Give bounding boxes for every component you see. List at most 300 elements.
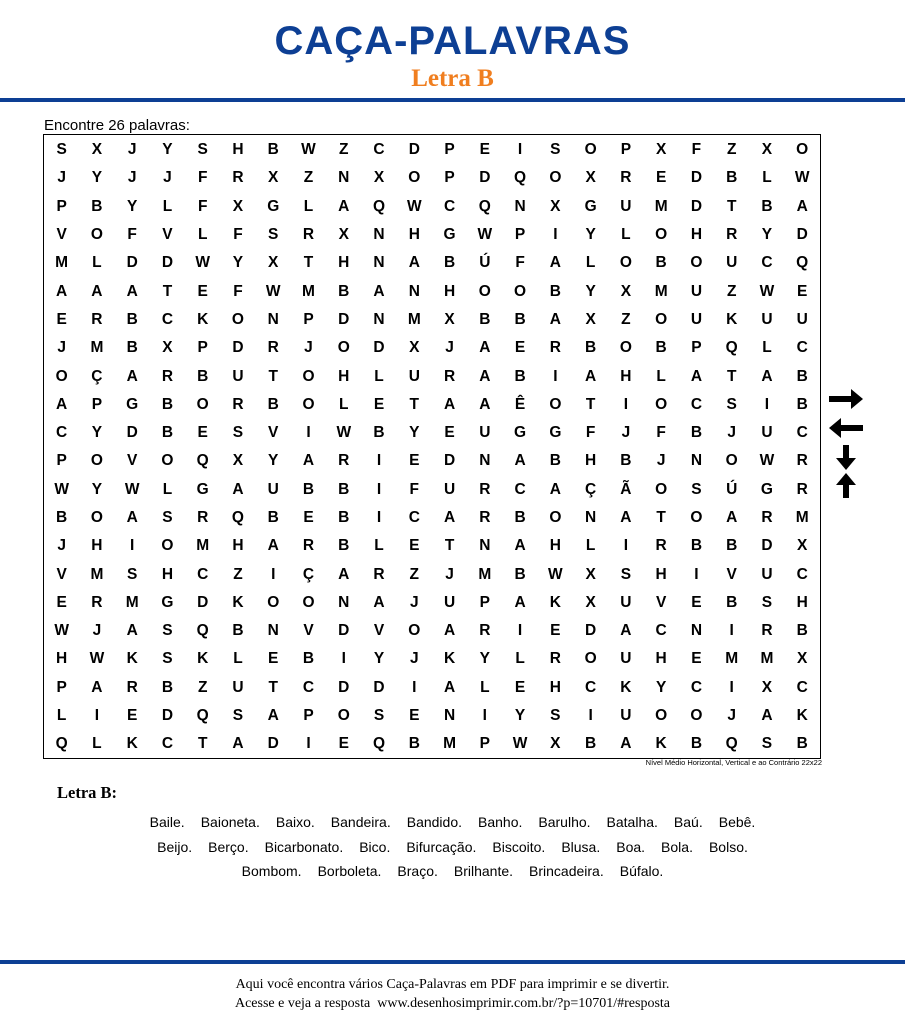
- grid-cell: E: [514, 678, 526, 696]
- grid-cell: C: [690, 678, 703, 696]
- grid-cell: X: [373, 169, 385, 187]
- grid-cell: I: [376, 509, 382, 526]
- grid-cell: B: [796, 622, 808, 640]
- grid-cell: L: [56, 707, 67, 725]
- grid-cell: Z: [409, 565, 420, 583]
- grid-cell: N: [585, 509, 597, 526]
- grid-cell: I: [623, 537, 629, 555]
- grid-cell: A: [796, 197, 808, 215]
- grid-cell: H: [232, 141, 244, 159]
- grid-cell: O: [337, 707, 350, 725]
- grid-cell: X: [444, 310, 455, 328]
- grid-cell: M: [407, 310, 421, 328]
- grid-cell: W: [759, 282, 775, 300]
- grid-cell: J: [621, 424, 631, 442]
- grid-cell: W: [336, 424, 352, 442]
- grid-cell: J: [57, 537, 66, 555]
- grid-cell: M: [196, 537, 210, 555]
- grid-row: [44, 476, 820, 504]
- grid-cell: B: [761, 197, 773, 215]
- grid-cell: C: [408, 509, 420, 526]
- grid-cell: B: [161, 424, 174, 442]
- grid-cell: Y: [585, 282, 596, 300]
- grid-cell: A: [620, 735, 632, 753]
- grid-cell: L: [92, 735, 102, 753]
- grid-cell: B: [796, 735, 808, 753]
- grid-cell: A: [302, 452, 315, 470]
- grid-cell: A: [56, 395, 68, 413]
- grid-cell: Y: [268, 452, 279, 470]
- word-item: Baixo.: [275, 814, 315, 831]
- footer: [0, 975, 905, 1013]
- grid-cell: K: [796, 707, 808, 725]
- page-subtitle: Letra B: [411, 65, 494, 92]
- grid-row: [44, 560, 820, 588]
- grid-cell: O: [90, 226, 103, 244]
- grid-cell: W: [301, 141, 316, 159]
- grid-cell: N: [408, 282, 420, 300]
- grid-cell: P: [56, 678, 67, 696]
- grid-cell: M: [125, 593, 139, 611]
- grid-cell: O: [267, 593, 280, 611]
- grid-cell: M: [302, 282, 315, 300]
- grid-cell: N: [338, 169, 350, 187]
- grid-cell: P: [56, 197, 67, 215]
- word-item: Beijo.: [157, 838, 193, 855]
- grid-cell: C: [655, 622, 667, 640]
- grid-cell: J: [127, 169, 137, 187]
- grid-cell: S: [197, 141, 208, 159]
- grid-row: [44, 730, 820, 758]
- grid-cell: J: [656, 452, 666, 470]
- grid-cell: J: [304, 339, 313, 357]
- grid-cell: A: [443, 395, 456, 413]
- grid-cell: R: [161, 367, 174, 385]
- grid-cell: Ç: [585, 480, 597, 498]
- grid-cell: B: [585, 339, 597, 357]
- grid-cell: D: [373, 339, 385, 357]
- grid-cell: U: [726, 254, 738, 272]
- grid-cell: H: [549, 537, 561, 555]
- grid-cell: S: [550, 141, 561, 159]
- grid-cell: J: [445, 339, 454, 357]
- grid-cell: O: [514, 282, 527, 300]
- grid-row: [44, 306, 820, 334]
- grid-cell: B: [690, 424, 703, 442]
- grid-cell: X: [550, 735, 561, 753]
- grid-cell: W: [89, 650, 105, 668]
- word-item: Blusa.: [561, 838, 601, 855]
- grid-cell: I: [517, 141, 523, 159]
- grid-cell: A: [620, 509, 632, 526]
- bottom-divider: [0, 960, 905, 964]
- grid-cell: D: [443, 452, 456, 470]
- grid-cell: X: [585, 169, 596, 187]
- grid-cell: E: [197, 424, 208, 442]
- grid-cell: S: [162, 622, 173, 640]
- grid-cell: E: [373, 395, 385, 413]
- grid-cell: O: [690, 707, 703, 725]
- grid-cell: U: [761, 310, 773, 328]
- grid-row: [44, 589, 820, 617]
- grid-cell: B: [56, 509, 68, 526]
- grid-cell: R: [549, 650, 561, 668]
- grid-cell: V: [268, 424, 279, 442]
- grid-cell: J: [727, 707, 736, 725]
- grid-cell: L: [303, 197, 314, 215]
- grid-cell: O: [549, 509, 562, 526]
- grid-cell: X: [655, 141, 667, 159]
- word-item: Borboleta.: [317, 863, 382, 880]
- grid-cell: B: [126, 310, 138, 328]
- grid-cell: V: [655, 593, 667, 611]
- grid-cell: R: [479, 480, 491, 498]
- grid-cell: R: [761, 509, 773, 526]
- grid-cell: B: [479, 310, 491, 328]
- grid-cell: R: [302, 226, 315, 244]
- grid-cell: O: [408, 622, 421, 640]
- grid-cell: L: [515, 650, 525, 668]
- grid-cell: U: [620, 650, 632, 668]
- grid-row: [44, 532, 820, 560]
- word-item: Bola.: [661, 838, 693, 855]
- grid-cell: Z: [233, 565, 243, 583]
- instruction-text: Encontre 26 palavras:: [44, 117, 190, 134]
- grid-cell: B: [338, 480, 350, 498]
- grid-cell: Q: [196, 452, 209, 470]
- grid-cell: R: [232, 395, 244, 413]
- grid-cell: F: [409, 480, 420, 498]
- grid-cell: A: [443, 509, 456, 526]
- grid-cell: D: [161, 254, 174, 272]
- grid-cell: N: [690, 452, 703, 470]
- grid-cell: V: [162, 226, 173, 244]
- grid-cell: W: [54, 480, 69, 498]
- grid-cell: O: [55, 367, 68, 385]
- grid-cell: B: [655, 339, 667, 357]
- word-row: [0, 810, 905, 835]
- grid-cell: O: [408, 169, 421, 187]
- grid-cell: M: [725, 650, 739, 668]
- grid-cell: P: [197, 339, 208, 357]
- grid-cell: Ç: [302, 565, 315, 583]
- grid-cell: B: [514, 367, 526, 385]
- grid-cell: N: [443, 707, 456, 725]
- grid-cell: K: [620, 678, 632, 696]
- grid-cell: S: [691, 480, 702, 498]
- grid-cell: C: [514, 480, 526, 498]
- grid-cell: Z: [726, 141, 737, 159]
- grid-cell: B: [232, 622, 244, 640]
- grid-row: [44, 221, 820, 249]
- grid-cell: A: [761, 707, 773, 725]
- grid-cell: N: [338, 593, 350, 611]
- grid-cell: X: [620, 282, 632, 300]
- grid-cell: U: [690, 282, 703, 300]
- grid-cell: H: [655, 565, 667, 583]
- grid-cell: Y: [91, 480, 103, 498]
- grid-cell: N: [373, 310, 385, 328]
- grid-cell: A: [514, 593, 526, 611]
- grid-cell: A: [91, 282, 103, 300]
- grid-cell: U: [620, 707, 632, 725]
- grid-cell: W: [406, 197, 422, 215]
- grid-cell: N: [690, 622, 703, 640]
- grid-cell: J: [409, 650, 419, 668]
- grid-cell: Q: [196, 707, 209, 725]
- grid-cell: A: [126, 509, 138, 526]
- grid-row: [44, 447, 820, 475]
- grid-cell: D: [126, 254, 138, 272]
- grid-cell: I: [306, 735, 311, 753]
- grid-cell: A: [373, 282, 385, 300]
- grid-cell: I: [376, 452, 382, 470]
- grid-cell: E: [126, 707, 138, 725]
- grid-cell: B: [620, 452, 632, 470]
- grid-row: [44, 334, 820, 362]
- grid-cell: L: [762, 169, 772, 187]
- grid-cell: I: [553, 367, 558, 385]
- word-list: [0, 810, 905, 884]
- grid-cell: B: [796, 395, 808, 413]
- top-divider: [0, 98, 905, 102]
- grid-cell: R: [338, 452, 350, 470]
- grid-cell: C: [373, 141, 385, 159]
- grid-cell: U: [232, 678, 244, 696]
- grid-cell: C: [796, 339, 808, 357]
- grid-cell: Ú: [726, 480, 738, 498]
- grid-cell: T: [585, 395, 596, 413]
- grid-cell: G: [514, 424, 527, 442]
- grid-cell: R: [443, 367, 456, 385]
- grid-cell: E: [514, 339, 526, 357]
- grid-cell: I: [412, 678, 417, 696]
- grid-row: [44, 419, 820, 447]
- grid-cell: T: [409, 395, 420, 413]
- grid-cell: C: [56, 424, 68, 442]
- grid-cell: U: [267, 480, 279, 498]
- grid-cell: B: [796, 367, 808, 385]
- grid-cell: C: [690, 395, 703, 413]
- grid-cell: I: [341, 650, 346, 668]
- grid-cell: E: [479, 141, 490, 159]
- grid-cell: K: [549, 593, 561, 611]
- grid-cell: R: [620, 169, 632, 187]
- grid-cell: H: [796, 593, 808, 611]
- grid-cell: I: [729, 678, 734, 696]
- grid-cell: P: [691, 339, 702, 357]
- grid-cell: D: [338, 310, 350, 328]
- grid-cell: L: [374, 537, 384, 555]
- grid-cell: F: [233, 226, 243, 244]
- grid-cell: U: [620, 593, 632, 611]
- word-item: Bicarbonato.: [264, 838, 344, 855]
- grid-cell: G: [126, 395, 139, 413]
- grid-cell: E: [409, 452, 420, 470]
- grid-cell: Y: [91, 424, 103, 442]
- grid-cell: O: [549, 169, 562, 187]
- grid-cell: Y: [232, 254, 244, 272]
- word-item: Baú.: [673, 814, 703, 831]
- grid-cell: E: [338, 735, 349, 753]
- grid-cell: U: [690, 310, 703, 328]
- grid-cell: H: [443, 282, 456, 300]
- grid-cell: D: [338, 678, 350, 696]
- grid-cell: T: [268, 367, 278, 385]
- grid-cell: I: [553, 226, 558, 244]
- grid-cell: R: [267, 339, 279, 357]
- grid-cell: O: [161, 452, 174, 470]
- grid-cell: W: [195, 254, 211, 272]
- word-item: Bifurcação.: [406, 838, 477, 855]
- grid-cell: B: [726, 537, 738, 555]
- grid-cell: D: [197, 593, 209, 611]
- grid-cell: H: [91, 537, 103, 555]
- grid-cell: P: [91, 395, 103, 413]
- grid-row: [44, 391, 820, 419]
- grid-cell: P: [303, 310, 314, 328]
- grid-cell: H: [620, 367, 632, 385]
- grid-cell: A: [232, 735, 244, 753]
- grid-cell: L: [374, 367, 384, 385]
- grid-cell: A: [761, 367, 773, 385]
- grid-cell: A: [549, 254, 561, 272]
- grid-cell: S: [162, 650, 173, 668]
- grid-cell: A: [338, 565, 350, 583]
- grid-cell: B: [338, 509, 350, 526]
- grid-cell: X: [232, 452, 244, 470]
- grid-cell: D: [761, 537, 773, 555]
- grid-cell: T: [162, 282, 173, 300]
- grid-cell: W: [512, 735, 528, 753]
- grid-cell: W: [759, 452, 775, 470]
- grid-cell: U: [620, 197, 632, 215]
- grid-cell: T: [726, 197, 737, 215]
- grid-cell: R: [91, 593, 103, 611]
- grid-cell: R: [126, 678, 138, 696]
- grid-cell: V: [303, 622, 314, 640]
- grid-cell: Q: [725, 735, 738, 753]
- grid-cell: X: [761, 678, 773, 696]
- grid-cell: B: [655, 254, 667, 272]
- grid-cell: S: [232, 424, 244, 442]
- grid-cell: E: [303, 509, 314, 526]
- grid-cell: G: [443, 226, 456, 244]
- grid-cell: J: [127, 141, 137, 159]
- grid-cell: E: [409, 707, 420, 725]
- grid-cell: M: [478, 565, 492, 583]
- grid-cell: Z: [726, 282, 737, 300]
- grid-cell: K: [197, 650, 209, 668]
- grid-cell: A: [56, 282, 68, 300]
- grid-cell: D: [796, 226, 808, 244]
- grid-cell: M: [760, 650, 774, 668]
- grid-cell: H: [408, 226, 420, 244]
- grid-cell: S: [550, 707, 561, 725]
- grid-cell: A: [479, 339, 491, 357]
- grid-cell: T: [726, 367, 737, 385]
- grid-cell: Q: [796, 254, 809, 272]
- grid-cell: Ú: [479, 254, 491, 272]
- grid-cell: D: [232, 339, 244, 357]
- grid-cell: A: [549, 480, 561, 498]
- grid-cell: N: [479, 452, 491, 470]
- grid-cell: U: [408, 367, 420, 385]
- grid-cell: I: [588, 707, 593, 725]
- grid-cell: X: [268, 169, 279, 187]
- grid-cell: P: [620, 141, 632, 159]
- grid-cell: V: [373, 622, 385, 640]
- grid-cell: M: [654, 282, 668, 300]
- grid-cell: L: [162, 197, 173, 215]
- grid-cell: J: [57, 169, 66, 187]
- grid-cell: Q: [372, 197, 386, 215]
- grid-cell: B: [338, 537, 350, 555]
- grid-cell: M: [654, 197, 668, 215]
- grid-cell: O: [655, 310, 668, 328]
- grid-cell: B: [726, 593, 738, 611]
- grid-cell: U: [796, 310, 808, 328]
- grid-cell: A: [514, 452, 526, 470]
- grid-cell: T: [268, 678, 278, 696]
- grid-cell: C: [161, 310, 174, 328]
- page-title: CAÇA-PALAVRAS: [274, 19, 631, 63]
- grid-cell: A: [408, 254, 420, 272]
- grid-cell: O: [161, 537, 174, 555]
- grid-cell: D: [585, 622, 597, 640]
- grid-row: [44, 136, 820, 164]
- grid-cell: A: [479, 395, 491, 413]
- grid-cell: E: [797, 282, 808, 300]
- word-item: Braço.: [397, 863, 438, 880]
- grid-cell: U: [443, 593, 456, 611]
- grid-cell: O: [302, 593, 315, 611]
- grid-cell: F: [656, 424, 666, 442]
- grid-row: [44, 617, 820, 645]
- grid-cell: F: [197, 197, 208, 215]
- grid-cell: U: [443, 480, 456, 498]
- grid-cell: R: [479, 509, 491, 526]
- word-item: Biscoito.: [492, 838, 546, 855]
- grid-cell: P: [479, 735, 490, 753]
- grid-cell: W: [548, 565, 563, 583]
- word-row: [0, 859, 905, 884]
- grid-cell: G: [196, 480, 209, 498]
- grid-cell: I: [482, 707, 487, 725]
- grid-cell: B: [267, 141, 279, 159]
- grid-cell: I: [376, 480, 382, 498]
- word-list-heading: Letra B:: [57, 783, 118, 802]
- grid-cell: C: [443, 197, 456, 215]
- grid-cell: O: [231, 310, 244, 328]
- grid-cell: T: [656, 509, 666, 526]
- grid-cell: Y: [162, 141, 173, 159]
- word-item: Bico.: [359, 838, 391, 855]
- grid-cell: C: [796, 678, 808, 696]
- grid-cell: S: [373, 707, 385, 725]
- grid-cell: K: [232, 593, 244, 611]
- grid-cell: E: [409, 537, 420, 555]
- grid-cell: X: [797, 650, 808, 668]
- grid-cell: L: [197, 226, 208, 244]
- grid-cell: X: [585, 310, 596, 328]
- grid-cell: C: [197, 565, 209, 583]
- grid-cell: W: [265, 282, 281, 300]
- grid-cell: F: [127, 226, 137, 244]
- grid-cell: H: [338, 254, 350, 272]
- grid-cell: R: [373, 565, 385, 583]
- grid-cell: B: [373, 424, 385, 442]
